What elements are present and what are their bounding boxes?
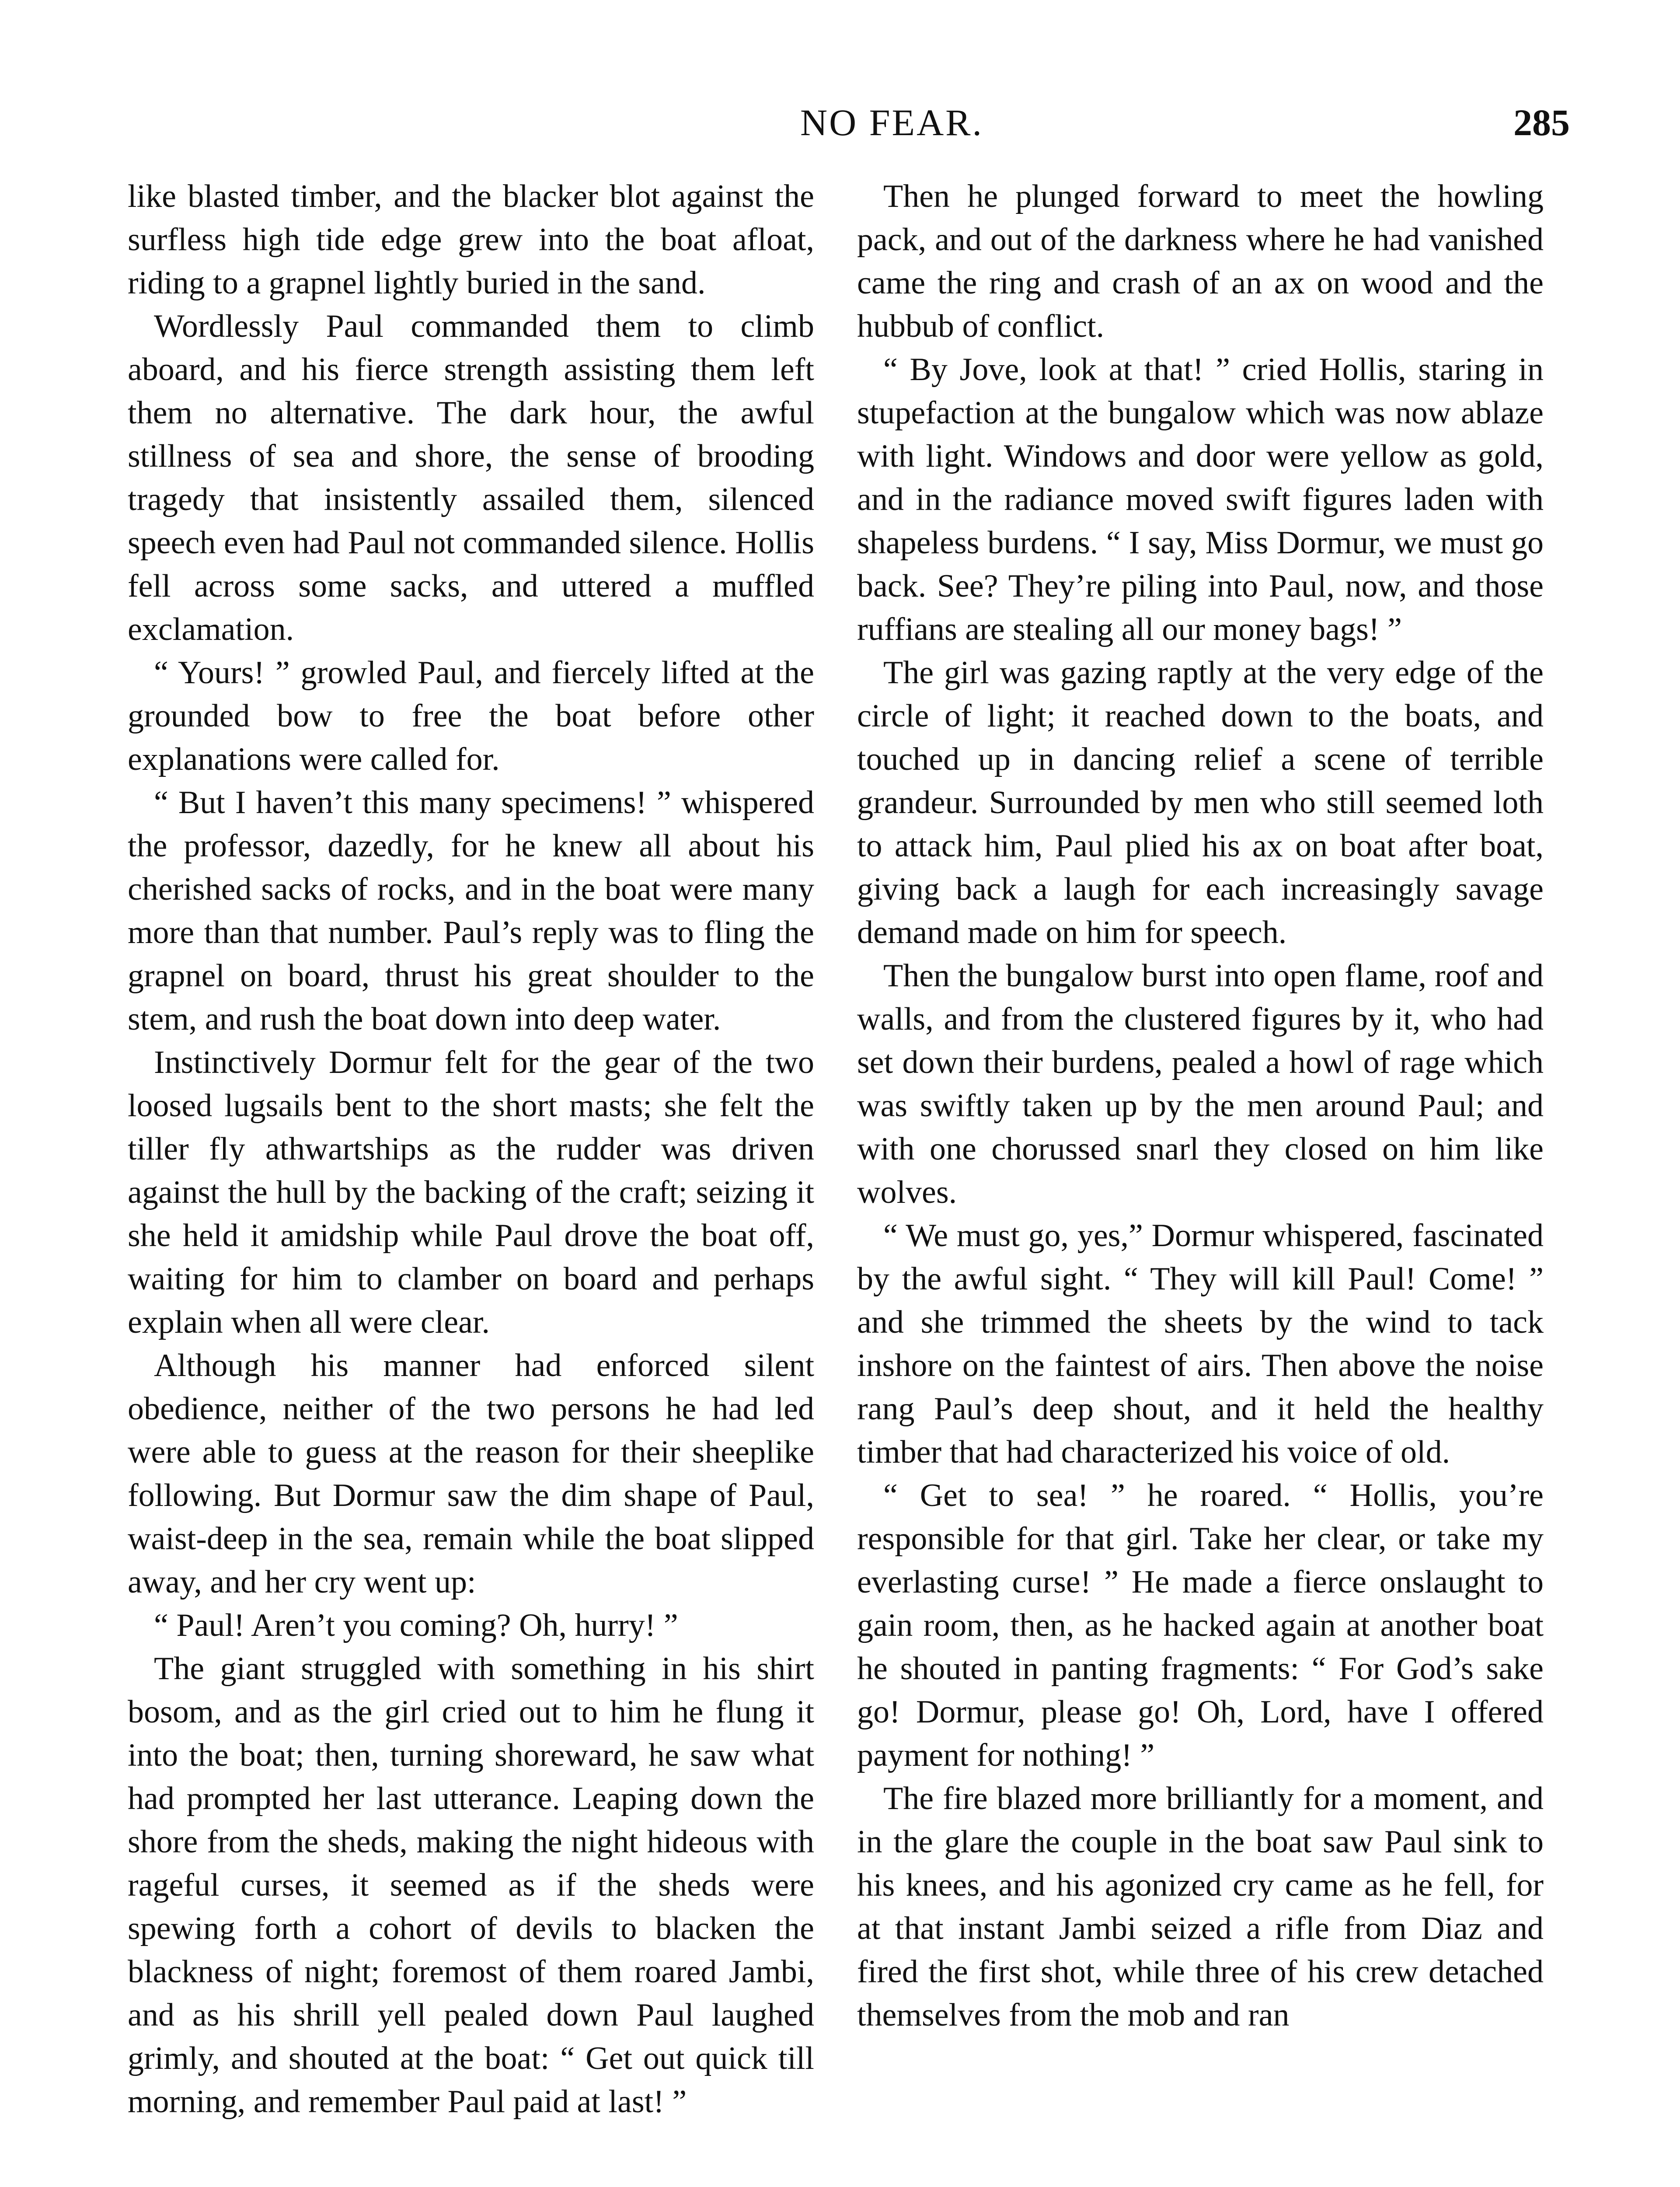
paragraph: “ Get to sea! ” he roared. “ Hollis, you’re responsible for that girl. Take her clear, or take my everlasting curse! ” He made a fierce onslaught to gain room, then, as he hacked again at another boat he shouted in panting fragments: “ For God’s sake go! Dormur, please go! Oh, Lord, have I offered payment for nothing! ” <box>857 1478 1544 1773</box>
paragraph: Although his manner had enforced silent obedience, neither of the two persons he had led were able to guess at the reason for their sheeplike following. But Dormur saw the dim shape of Paul, waist-deep in the sea, remain while the boat slipped away, and her cry went up: <box>128 1348 814 1600</box>
paragraph: The giant struggled with something in his shirt bosom, and as the girl cried out to him he flung it into the boat; then, turning shoreward, he saw what had prompted her last utterance. Leaping down the shore from the sheds, making the night hideous with rageful curses, it seemed as if the sheds were spewing forth a cohort of devils to blacken the blackness of night; foremost of them roared Jambi, and as his shrill yell pealed down Paul laughed grimly, and shouted at the boat: “ Get out quick till morning, and remember Paul paid at last! ” <box>128 1651 814 2120</box>
page-header <box>127 101 1570 166</box>
paragraph: The girl was gazing raptly at the very edge of the circle of light; it reached down to the boats, and touched up in dancing relief a scene of terrible grandeur. Surrounded by men who still seemed loth to attack him, Paul plied his ax on boat after boat, giving back a laugh for each increasingly savage demand made on him for speech. <box>857 655 1544 950</box>
text-column-right <box>857 175 1544 2187</box>
paragraph: Then he plunged forward to meet the howling pack, and out of the darkness where he had vanished came the ring and crash of an ax on wood and the hubbub of conflict. <box>857 178 1544 344</box>
paragraph: “ We must go, yes,” Dormur whispered, fascinated by the awful sight. “ They will kill Paul! Come! ” and she trimmed the sheets by the wind to tack inshore on the faintest of airs. Then above the noise rang Paul’s deep shout, and it held the healthy timber that had characterized his voice of old. <box>857 1218 1544 1470</box>
paragraph: “ Paul! Aren’t you coming? Oh, hurry! ” <box>154 1607 678 1643</box>
paragraph: Then the bungalow burst into open flame, roof and walls, and from the clustered figures by it, who had set down their burdens, pealed a howl of rage which was swiftly taken up by the men around Paul; and with one chorussed snarl they closed on him like wolves. <box>857 958 1544 1210</box>
paragraph: “ But I haven’t this many specimens! ” whispered the professor, dazedly, for he knew all about his cherished sacks of rocks, and in the boat were many more than that number. Paul’s reply was to fling the grapnel on board, thrust his great shoulder to the stem, and rush the boat down into deep water. <box>128 785 814 1037</box>
paragraph: Wordlessly Paul commanded them to climb aboard, and his fierce strength assisting them left them no alternative. The dark hour, the awful stillness of sea and shore, the sense of brooding tragedy that insistently assailed them, silenced speech even had Paul not commanded silence. Hollis fell across some sacks, and uttered a muffled exclamation. <box>128 308 815 647</box>
paragraph: Instinctively Dormur felt for the gear of the two loosed lugsails bent to the short masts; she felt the tiller fly athwartships as the rudder was driven against the hull by the backing of the craft; seizing it she held it amidship while Paul drove the boat off, waiting for him to clamber on board and perhaps explain when all were clear. <box>128 1045 814 1340</box>
paragraph: “ Yours! ” growled Paul, and fiercely lifted at the grounded bow to free the boat before other explanations were called for. <box>128 655 814 777</box>
page-number: 285 <box>1513 101 1570 143</box>
paragraph: The fire blazed more brilliantly for a moment, and in the glare the couple in the boat saw Paul sink to his knees, and his agonized cry came as he fell, for at that instant Jambi seized a rifle from Diaz and fired the first shot, while three of his crew detached themselves from the mob and ran <box>857 1781 1544 2033</box>
paragraph: like blasted timber, and the blacker blot against the surfless high tide edge grew into the boat afloat, riding to a grapnel lightly buried in the sand. <box>128 178 814 301</box>
text-column-left <box>128 175 814 2187</box>
running-title: NO FEAR. <box>800 101 984 143</box>
paragraph: “ By Jove, look at that! ” cried Hollis, staring in stupefaction at the bungalow which was now ablaze with light. Windows and door were yellow as gold, and in the radiance moved swift figures laden with shapeless burdens. “ I say, Miss Dormur, we must go back. See? They’re piling into Paul, now, and those ruffians are stealing all our money bags! ” <box>857 352 1544 647</box>
